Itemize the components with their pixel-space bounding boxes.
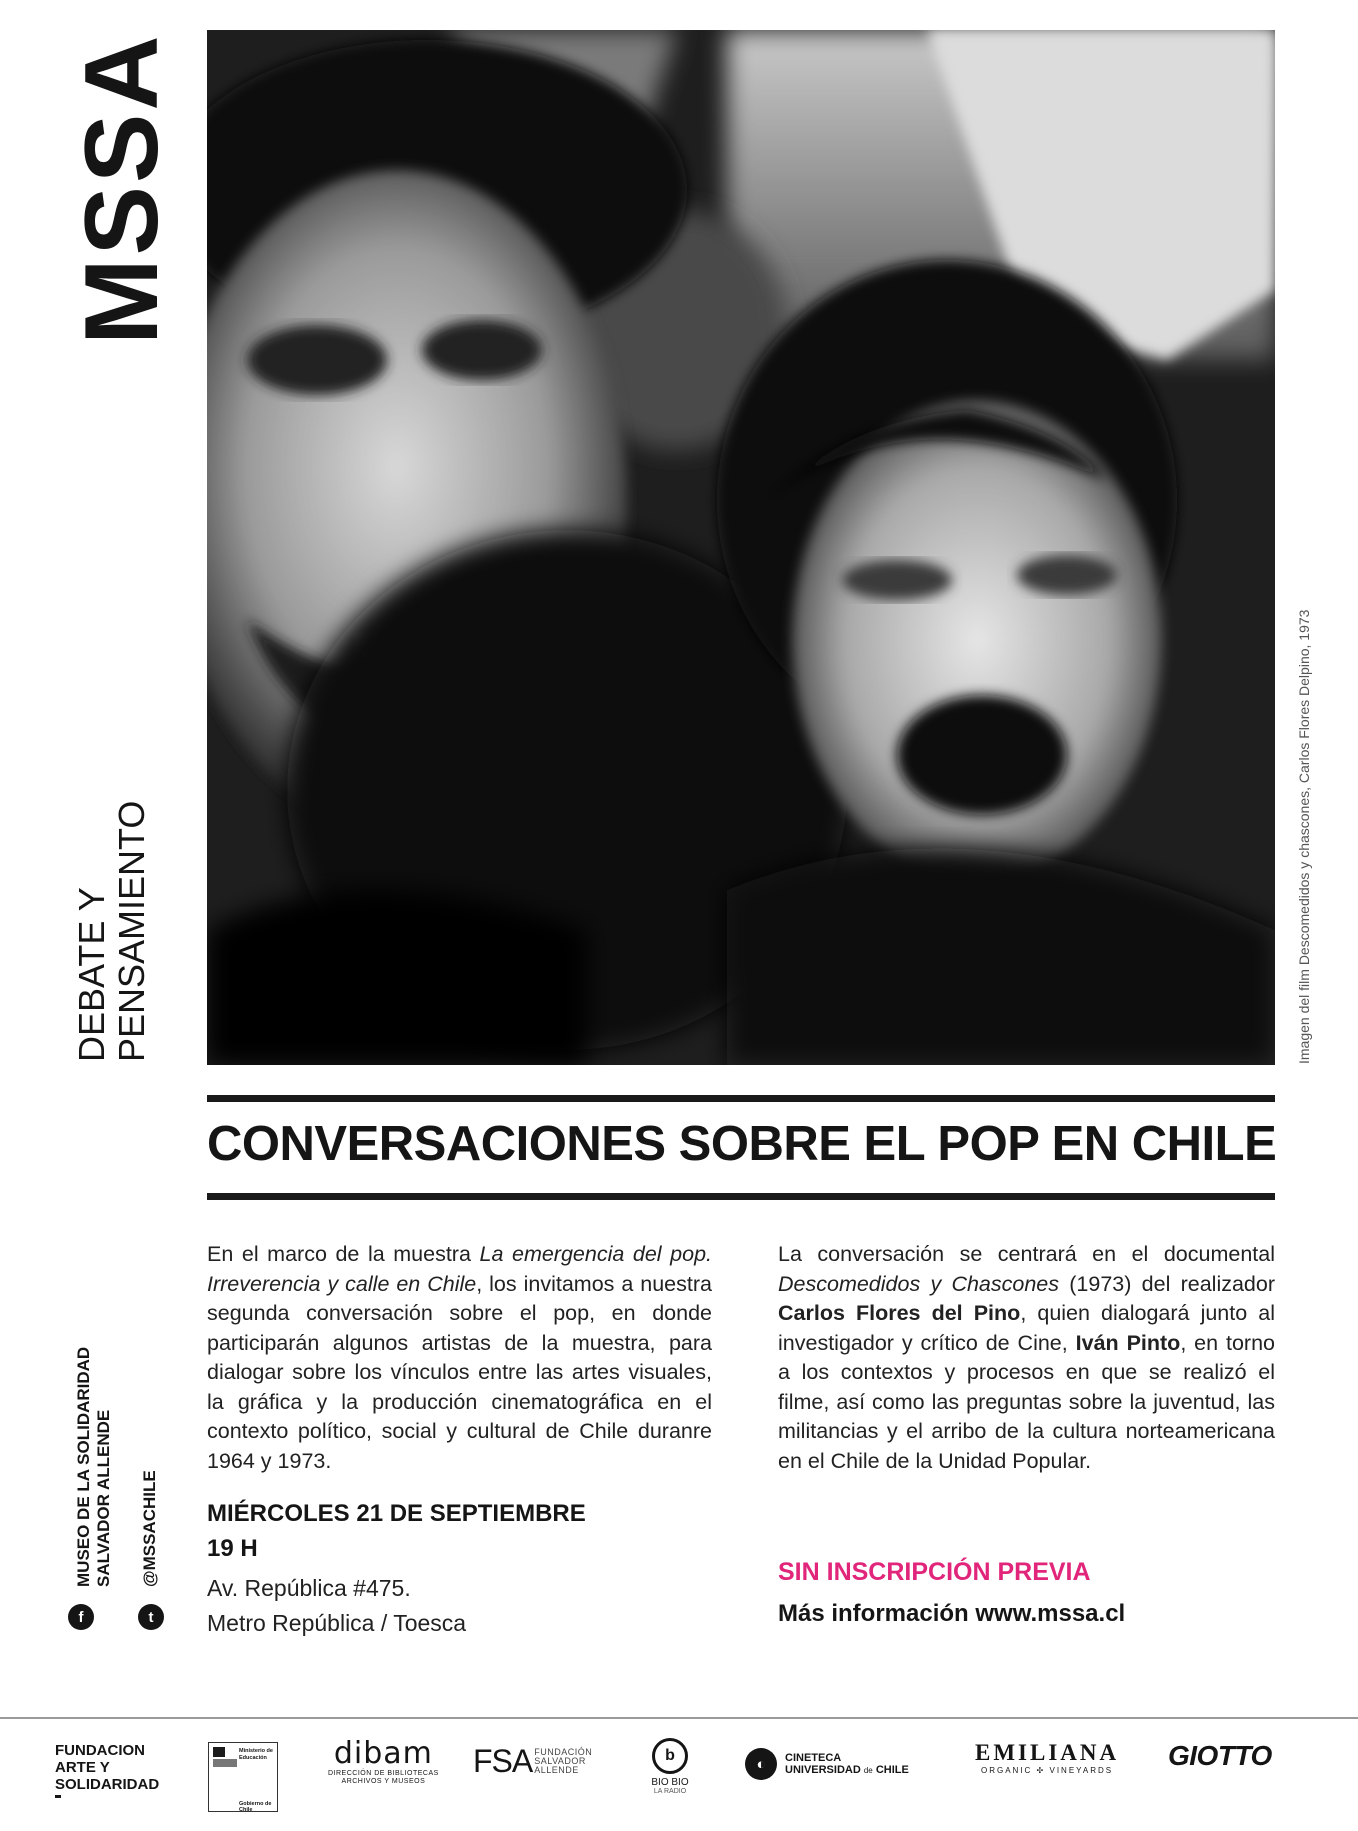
sponsor-emiliana	[975, 1740, 1119, 1775]
footer-divider	[0, 1717, 1358, 1719]
cineteca-line2a: UNIVERSIDAD	[785, 1763, 861, 1776]
event-time: 19 H	[207, 1535, 258, 1562]
conversation-text-c: (1973) del realizador	[1059, 1271, 1275, 1296]
biobio-logo-icon: b	[652, 1738, 688, 1774]
dibam-sub1: DIRECCIÓN DE BIBLIOTECAS	[328, 1770, 439, 1777]
fsa-name: FSA	[473, 1743, 533, 1779]
flag-stripe	[213, 1759, 237, 1767]
fas-line2: ARTE Y	[55, 1759, 110, 1776]
emiliana-name: EMILIANA	[975, 1740, 1120, 1765]
sponsor-fundacion-arte-solidaridad	[55, 1742, 159, 1793]
conversation-text-g: , en torno a los contextos y procesos en que se realizó el filme, así como las preguntas sobre la juventud, las militancias y el arribo de la cultura norteamericana en el Chile de la Unidad Popular.	[778, 1330, 1276, 1473]
gob-line2: Educación	[239, 1755, 267, 1761]
section-label-line1: DEBATE Y	[71, 887, 112, 1062]
intro-text: En el marco de la muestra	[207, 1242, 480, 1266]
facebook-icon[interactable]: f	[68, 1604, 94, 1630]
emiliana-sub: ORGANIC ✣ VINEYARDS	[981, 1766, 1114, 1775]
dibam-sub2: ARCHIVOS Y MUSEOS	[341, 1778, 426, 1785]
fsa-sub1: FUNDACIÓN	[534, 1747, 593, 1757]
headline-bottom-rule	[207, 1193, 1275, 1200]
fas-line3: SOLIDARIDAD	[55, 1776, 160, 1793]
dibam-name: dibam	[333, 1736, 433, 1771]
conversation-paragraph	[778, 1240, 1275, 1476]
museum-name	[74, 1347, 113, 1587]
film-still-illustration	[207, 30, 1275, 1065]
critic-name: Iván Pinto	[1075, 1330, 1181, 1355]
event-metro: Metro República / Toesca	[207, 1610, 467, 1636]
biobio-name: BIO BIO	[651, 1777, 689, 1788]
event-date: MIÉRCOLES 21 DE SEPTIEMBRE	[207, 1500, 586, 1527]
event-datetime	[207, 1496, 586, 1566]
gob-line1: Ministerio de	[239, 1748, 273, 1754]
film-still-photo	[207, 30, 1275, 1065]
mssa-logo: MSSA	[64, 32, 180, 345]
sponsor-biobio	[645, 1738, 695, 1796]
headline-top-rule	[207, 1095, 1275, 1102]
twitter-icon[interactable]: t	[138, 1604, 164, 1630]
intro-text-rest: , los invitamos a nuestra segunda conversación sobre el pop, en donde participarán algunos artistas de la muestra, para dialogar sobre los vínculos entre las artes visuales, la gráfica y la producción cinematográfica en el contexto político, social y cultural de Chile duranre 1964 y 1973.	[207, 1271, 712, 1473]
fsa-sub3: ALLENDE	[534, 1765, 579, 1775]
section-label	[72, 801, 153, 1062]
cineteca-line1: CINETECA	[785, 1751, 842, 1764]
sponsor-cineteca	[745, 1748, 909, 1780]
sponsor-giotto: GIOTTO	[1168, 1740, 1272, 1771]
photo-credit: Imagen del film Descomedidos y chascones, Carlos Flores Delpino, 1973	[1296, 609, 1312, 1064]
event-location	[207, 1571, 466, 1641]
exhibition-title: La emergencia del pop. Irreverencia y calle en Chile	[207, 1242, 712, 1296]
biobio-sub: LA RADIO	[653, 1788, 687, 1795]
social-handle[interactable]: @MSSACHILE	[140, 1470, 159, 1587]
more-info-link[interactable]: Más información www.mssa.cl	[778, 1600, 1126, 1627]
sponsor-ministerio-educacion	[208, 1742, 278, 1812]
film-title: Descomedidos y Chascones	[778, 1271, 1060, 1296]
museum-name-line2: SALVADOR ALLENDE	[93, 1409, 113, 1587]
section-label-line2: PENSAMIENTO	[111, 800, 153, 1062]
conversation-text-a: La conversación se centrará en el documental	[778, 1242, 1275, 1266]
flag-icon	[213, 1747, 225, 1757]
fsa-sub	[534, 1748, 592, 1775]
conversation-text-e: , quien dialogará junto al investigador y crítico de Cine,	[778, 1301, 1275, 1355]
sponsor-fsa	[473, 1743, 592, 1780]
event-address: Av. República #475.	[207, 1575, 411, 1601]
registration-note: SIN INSCRIPCIÓN PREVIA	[778, 1558, 1091, 1586]
museum-name-line1: MUSEO DE LA SOLIDARIDAD	[74, 1346, 93, 1587]
cineteca-line2b: de	[863, 1765, 873, 1775]
cineteca-line2c: CHILE	[875, 1763, 909, 1776]
gob-line3: Gobierno de Chile	[239, 1801, 272, 1813]
director-name: Carlos Flores del Pino	[778, 1301, 1021, 1325]
cineteca-text	[785, 1752, 909, 1777]
sponsor-dibam	[328, 1738, 439, 1786]
headline: CONVERSACIONES SOBRE EL POP EN CHILE	[207, 1117, 1277, 1171]
cineteca-face-icon: ◐	[745, 1748, 777, 1780]
cineteca-line2	[785, 1764, 909, 1777]
fsa-sub2: SALVADOR	[534, 1756, 586, 1766]
gob-ministry	[239, 1748, 273, 1762]
intro-paragraph	[207, 1240, 712, 1476]
fas-line1: FUNDACION	[55, 1742, 145, 1759]
fas-bar-mark	[55, 1795, 61, 1798]
